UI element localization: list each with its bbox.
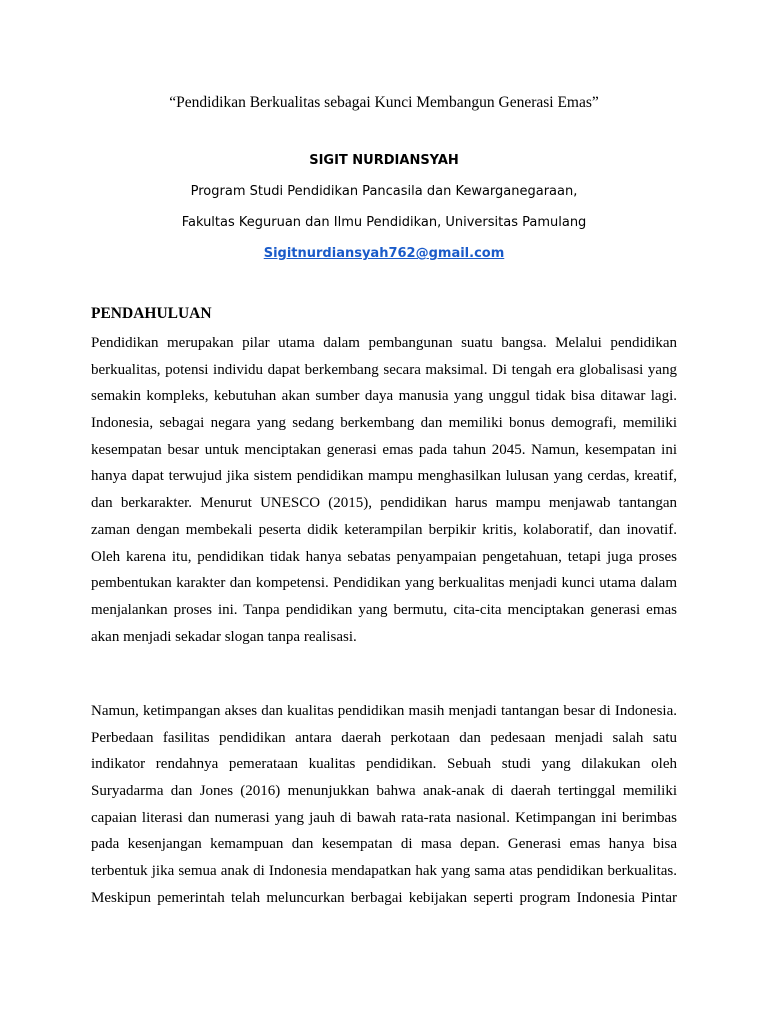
paragraph-line: Suryadarma dan Jones (2016) menunjukkan bahwa anak-anak di daerah tertinggal memiliki — [91, 783, 677, 800]
paragraph-line: Namun, ketimpangan akses dan kualitas pendidikan masih menjadi tantangan besar di Indonesia. — [91, 703, 677, 719]
paragraph-line: kesempatan besar untuk menciptakan generasi emas pada tahun 2045. Namun, kesempatan ini — [91, 441, 677, 458]
affiliation-line-1: Program Studi Pendidikan Pancasila dan Kewarganegaraan, — [190, 184, 578, 199]
affiliation-line-2: Fakultas Keguruan dan Ilmu Pendidikan, Universitas Pamulang — [181, 215, 587, 230]
email-container — [0, 243, 768, 265]
paragraph-line: berkualitas, potensi individu dapat berkembang secara maksimal. Di tengah era globalisasi yang — [91, 361, 677, 378]
paragraph-1 — [91, 330, 677, 650]
email-link[interactable]: Sigitnurdiansyah762@gmail.com — [263, 246, 505, 261]
paragraph-line: capaian literasi dan numerasi yang jauh di bawah rata-rata nasional. Ketimpangan ini berimbas — [91, 809, 677, 826]
paragraph-line: Pendidikan merupakan pilar utama dalam pembangunan suatu bangsa. Melalui pendidikan — [91, 335, 677, 351]
paragraph-line: indikator rendahnya pemerataan kualitas pendidikan. Sebuah studi yang dilakukan oleh — [91, 756, 677, 773]
paragraph-line: dan berkarakter. Menurut UNESCO (2015), pendidikan harus mampu menjawab tantangan — [91, 495, 677, 512]
paragraph-line: akan menjadi sekadar slogan tanpa realisasi. — [91, 628, 357, 645]
author-name: SIGIT NURDIANSYAH — [309, 153, 459, 168]
paragraph-line: terbentuk jika semua anak di Indonesia mendapatkan hak yang sama atas pendidikan berkualitas. — [91, 863, 677, 880]
paragraph-2 — [91, 698, 677, 912]
paragraph-line: Indonesia, sebagai negara yang sedang berkembang dan memiliki bonus demografi, memiliki — [91, 415, 677, 432]
paragraph-line: Oleh karena itu, pendidikan tidak hanya sebatas penyampaian pengetahuan, tetapi juga proses — [91, 548, 677, 565]
section-heading: PENDAHULUAN — [91, 305, 212, 322]
paragraph-line: hanya dapat terwujud jika sistem pendidikan mampu menghasilkan lulusan yang cerdas, kreatif, — [91, 468, 677, 485]
paragraph-line: semakin kompleks, kebutuhan akan sumber daya manusia yang unggul tidak bisa ditawar lagi. — [91, 388, 677, 405]
paragraph-line: pembentukan karakter dan kompetensi. Pendidikan yang berkualitas menjadi kunci utama dalam — [91, 575, 677, 592]
paragraph-line: Perbedaan fasilitas pendidikan antara daerah perkotaan dan pedesaan menjadi salah satu — [91, 729, 677, 746]
paragraph-line: menjalankan proses ini. Tanpa pendidikan yang bermutu, cita-cita menciptakan generasi emas — [91, 601, 677, 618]
document-title: “Pendidikan Berkualitas sebagai Kunci Membangun Generasi Emas” — [169, 94, 599, 111]
paragraph-line: pada kesenjangan kemampuan dan kesempatan di masa depan. Generasi emas hanya bisa — [91, 836, 677, 853]
paragraph-line: Meskipun pemerintah telah meluncurkan berbagai kebijakan seperti program Indonesia Pintar — [91, 889, 677, 906]
paragraph-line: zaman dengan membekali peserta didik keterampilan berpikir kritis, kolaboratif, dan inovatif. — [91, 521, 677, 538]
